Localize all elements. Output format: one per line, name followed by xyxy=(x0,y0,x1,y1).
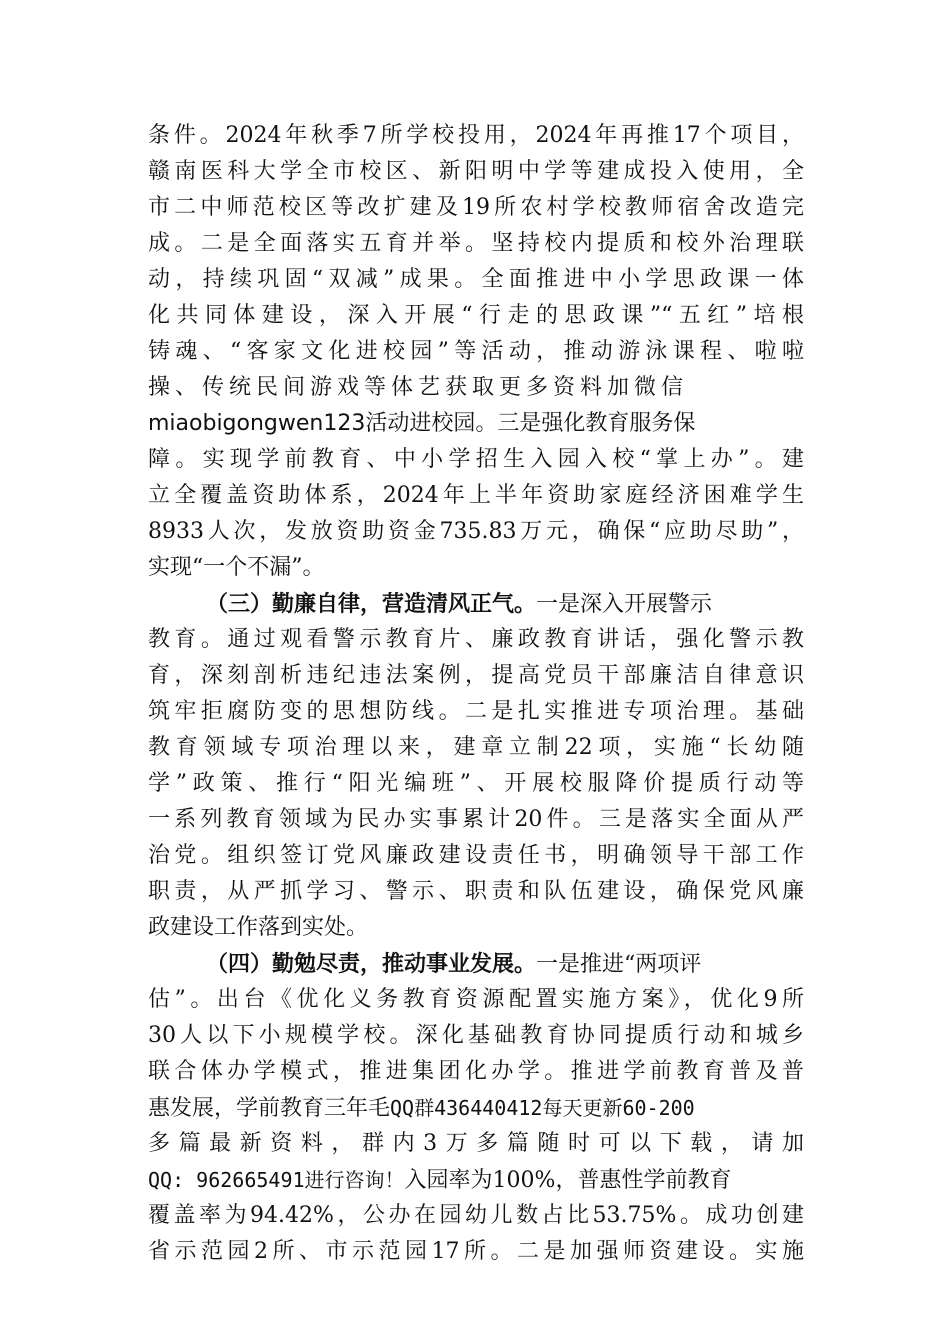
text-line: 化共同体建设，深入开展“行走的思政课”“五红”培根 xyxy=(148,303,804,328)
text-span: 一是推进“两项评 xyxy=(536,952,702,977)
text-line xyxy=(148,946,804,982)
text-line xyxy=(148,586,804,622)
text-line: 一系列教育领域为民办实事累计20件。三是落实全面从严 xyxy=(148,807,804,832)
text-line: 教育。通过观看警示教育片、廉政教育讲话，强化警示教 xyxy=(148,627,804,652)
text-line: 筑牢拒腐防变的思想防线。二是扎实推进专项治理。基础 xyxy=(148,699,804,724)
text-line: 动，持续巩固“双减”成果。全面推进中小学思政课一体 xyxy=(148,267,804,292)
section-heading: （三）勤廉自律，营造清风正气。 xyxy=(206,591,537,617)
promo-text: miaobigongwen123 xyxy=(148,411,366,436)
promo-text: QQ: 962665491进行咨询！ xyxy=(148,1168,405,1192)
text-span: 惠发展，学前教育三年毛 xyxy=(148,1096,391,1121)
text-line: 教育领域专项治理以来，建章立制22项，实施“长幼随 xyxy=(148,735,804,760)
text-span: 一是深入开展警示 xyxy=(536,592,713,617)
text-line: 估”。出台《优化义务教育资源配置实施方案》，优化9所 xyxy=(148,987,804,1012)
text-line xyxy=(148,1162,804,1198)
text-line: 30人以下小规模学校。深化基础教育协同提质行动和城乡 xyxy=(148,1023,804,1048)
promo-text: QQ群436440412每天更新60-200 xyxy=(390,1096,695,1120)
text-line: 省示范园2所、市示范园17所。二是加强师资建设。实施 xyxy=(148,1239,804,1264)
text-line xyxy=(148,406,804,442)
text-line: 立全覆盖资助体系，2024年上半年资助家庭经济困难学生 xyxy=(148,483,804,508)
text-line: 8933人次，发放资助资金735.83万元，确保“应助尽助”， xyxy=(148,519,804,544)
text-line xyxy=(148,1090,804,1126)
text-line: 职责，从严抓学习、警示、职责和队伍建设，确保党风廉 xyxy=(148,879,804,904)
text-line: 实现“一个不漏”。 xyxy=(148,555,325,580)
text-line: 育，深刻剖析违纪违法案例，提高党员干部廉洁自律意识 xyxy=(148,663,804,688)
text-span: 操、传统民间游戏等体艺 xyxy=(148,375,446,400)
text-line: 条件。2024年秋季7所学校投用，2024年再推17个项目， xyxy=(148,123,804,148)
document-page xyxy=(148,118,804,1270)
text-line: 成。二是全面落实五育并举。坚持校内提质和校外治理联 xyxy=(148,231,804,256)
promo-text: 多篇最新资料，群内3万多篇随时可以下载，请加 xyxy=(148,1131,804,1156)
text-line: 覆盖率为94.42%，公办在园幼儿数占比53.75%。成功创建 xyxy=(148,1203,804,1228)
text-line: 市二中师范校区等改扩建及19所农村学校教师宿舍改造完 xyxy=(148,195,804,220)
text-line: 学”政策、推行“阳光编班”、开展校服降价提质行动等 xyxy=(148,771,804,796)
text-line: 联合体办学模式，推进集团化办学。推进学前教育普及普 xyxy=(148,1059,804,1084)
promo-text: 获取更多资料加微信 xyxy=(445,375,689,400)
text-line: 赣南医科大学全市校区、新阳明中学等建成投入使用，全 xyxy=(148,159,804,184)
section-heading: （四）勤勉尽责，推动事业发展。 xyxy=(206,951,537,977)
text-span: 活动进校园。三是强化教育服务保 xyxy=(365,411,696,436)
text-line xyxy=(148,370,804,406)
text-line: 障。实现学前教育、中小学招生入园入校“掌上办”。建 xyxy=(148,447,804,472)
text-line: 政建设工作落到实处。 xyxy=(148,915,369,940)
text-line: 铸魂、“客家文化进校园”等活动，推动游泳课程、啦啦 xyxy=(148,339,804,364)
text-span: 入园率为100%，普惠性学前教育 xyxy=(404,1168,732,1193)
text-line: 治党。组织签订党风廉政建设责任书，明确领导干部工作 xyxy=(148,843,804,868)
